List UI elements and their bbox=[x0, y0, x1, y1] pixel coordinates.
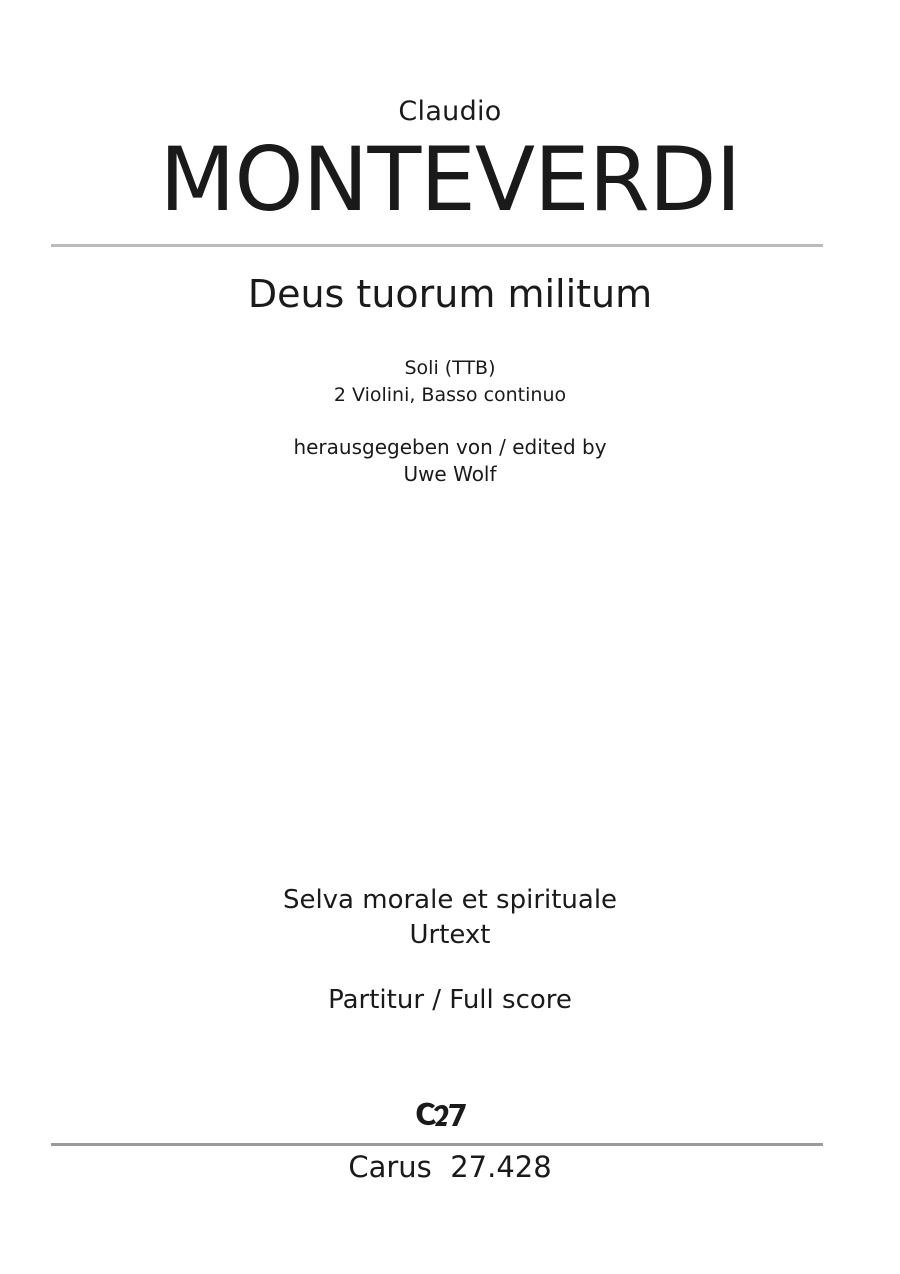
work-title: Deus tuorum militum bbox=[247, 272, 653, 316]
edition-type: Urtext bbox=[409, 920, 491, 950]
editor-name: Uwe Wolf bbox=[403, 462, 497, 486]
bottom-divider bbox=[51, 1143, 823, 1146]
scoring-instruments: 2 Violini, Basso continuo bbox=[333, 384, 567, 406]
composer-last-name: MONTEVERDI bbox=[159, 128, 741, 231]
carus-logo-icon bbox=[413, 1097, 469, 1131]
collection-name: Selva morale et spirituale bbox=[282, 885, 618, 915]
top-divider bbox=[51, 244, 823, 247]
score-format: Partitur / Full score bbox=[328, 985, 572, 1015]
scoring-voices: Soli (TTB) bbox=[404, 357, 496, 379]
catalog-number: Carus 27.428 bbox=[348, 1150, 552, 1184]
editor-label: herausgegeben von / edited by bbox=[293, 435, 607, 459]
composer-first-name: Claudio bbox=[398, 96, 502, 127]
